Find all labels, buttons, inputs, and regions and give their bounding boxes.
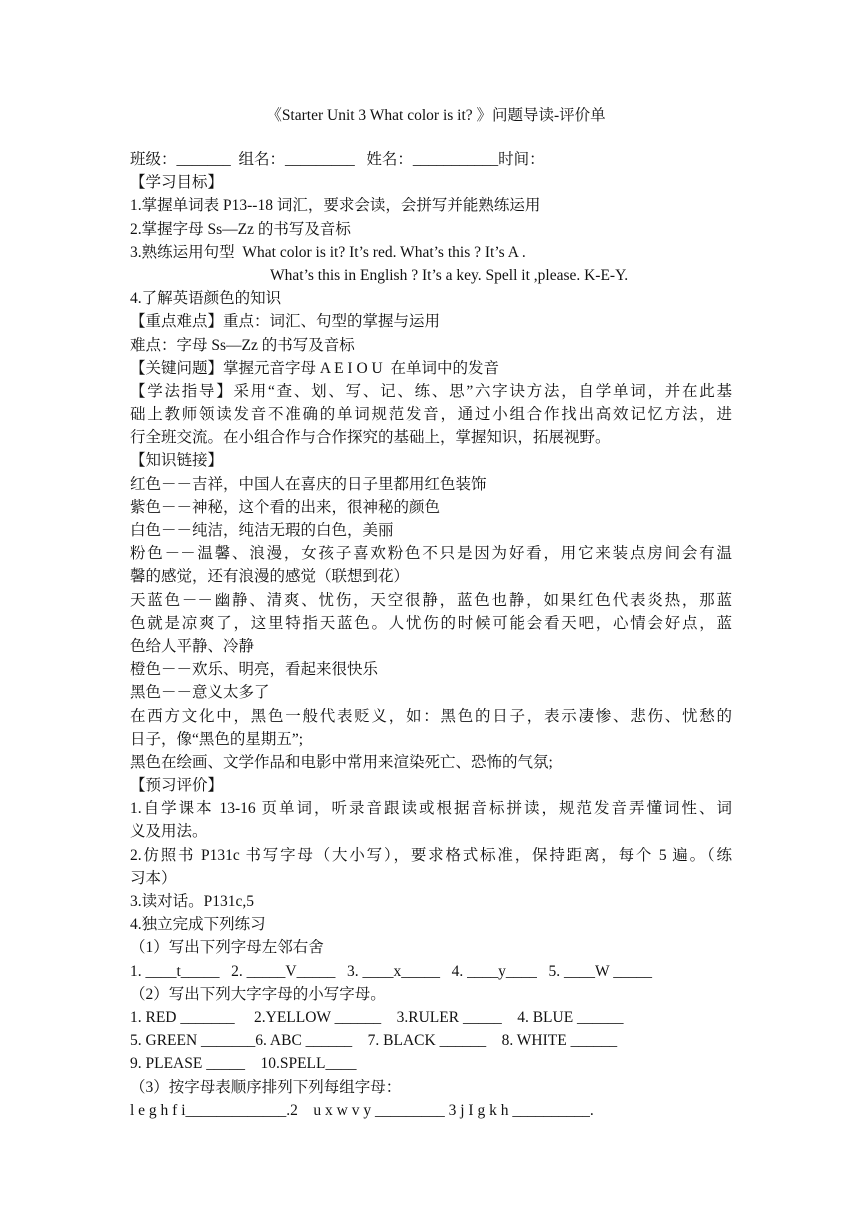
key-question-line: 【关键问题】掌握元音字母 A E I O U 在单词中的发音 [130, 359, 499, 377]
black-art-line: 黑色在绘画、文学作品和电影中常用来渲染死亡、恐怖的气氛; [130, 753, 553, 771]
black-western-line-1: 在西方文化中，黑色一般代表贬义，如：黑色的日子，表示凄惨、悲伤、忧愁的 [130, 707, 732, 725]
exercise-2-row-1: 1. RED _______ 2.YELLOW ______ 3.RULER _____ 4. BLUE ______ [130, 1008, 624, 1026]
exercise-2-row-2: 5. GREEN _______6. ABC ______ 7. BLACK ______ 8. WHITE ______ [130, 1032, 618, 1050]
color-red: 红色－－吉祥，中国人在喜庆的日子里都用红色装饰 [130, 475, 487, 493]
section-heading-objectives: 【学习目标】 [130, 174, 224, 192]
color-orange: 橙色－－欢乐、明亮，看起来很快乐 [130, 661, 379, 679]
section-heading-preview: 【预习评价】 [130, 777, 224, 795]
color-black: 黑色－－意义太多了 [130, 684, 270, 702]
exercise-3-items: l e g h f i_____________.2 u x w v y _________ 3 j I g k h __________. [130, 1101, 594, 1119]
objective-1: 1.掌握单词表 P13--18 词汇，要求会读，会拼写并能熟练运用 [130, 197, 541, 215]
exercise-1-items: 1. ____t_____ 2. _____V_____ 3. ____x_____ 4. ____y____ 5. ____W _____ [130, 962, 652, 980]
preview-1-line-2: 义及用法。 [130, 823, 208, 841]
objective-3-continued: What’s this in English ? It’s a key. Spell it ,please. K-E-Y. [270, 266, 629, 284]
difficulty-line: 难点：字母 Ss—Zz 的书写及音标 [130, 336, 355, 354]
student-info-line: 班级：_______ 组名：_________ 姓名：___________时间： [130, 151, 545, 168]
preview-1-line-1: 1.自学课本 13-16 页单词，听录音跟读或根据音标拼读，规范发音弄懂词性、词 [130, 800, 732, 818]
method-guide-line-3: 行全班交流。在小组合作与合作探究的基础上，掌握知识，拓展视野。 [130, 429, 611, 447]
objective-3: 3.熟练运用句型 What color is it? It’s red. What’s this ? It’s A . [130, 243, 526, 261]
preview-4: 4.独立完成下列练习 [130, 916, 266, 934]
objective-2: 2.掌握字母 Ss—Zz 的书写及音标 [130, 220, 351, 238]
color-skyblue-line-3: 色给人平静、冷静 [130, 637, 255, 655]
preview-2-line-1: 2.仿照书 P131c 书写字母（大小写），要求格式标准，保持距离，每个 5 遍。（练 [130, 846, 732, 864]
document-page [130, 104, 732, 1122]
key-difficulty-heading: 【重点难点】重点：词汇、句型的掌握与运用 [130, 313, 441, 331]
exercise-2-heading: （2）写出下列大字字母的小写字母。 [130, 985, 386, 1003]
exercise-1-heading: （1）写出下列字母左邻右舍 [130, 939, 324, 957]
preview-2-line-2: 习本） [130, 869, 177, 887]
method-guide-line-1: 【学法指导】采用“查、划、写、记、练、思”六字诀方法，自学单词，并在此基 [130, 382, 732, 400]
exercise-3-heading: （3）按字母表顺序排列下列每组字母： [130, 1078, 402, 1096]
document-title: 《Starter Unit 3 What color is it? 》问题导读-评价单 [266, 107, 606, 124]
color-skyblue-line-2: 色就是凉爽了，这里特指天蓝色。人忧伤的时候可能会看天吧，心情会好点，蓝 [130, 614, 732, 632]
color-white: 白色－－纯洁，纯洁无瑕的白色，美丽 [130, 522, 394, 539]
method-guide-line-2: 础上教师领读发音不准确的单词规范发音，通过小组合作找出高效记忆方法，进 [130, 406, 732, 424]
exercise-2-row-3: 9. PLEASE _____ 10.SPELL____ [130, 1055, 357, 1073]
color-pink-line-1: 粉色－－温馨、浪漫，女孩子喜欢粉色不只是因为好看，用它来装点房间会有温 [130, 545, 732, 563]
preview-3: 3.读对话。P131c,5 [130, 893, 255, 910]
black-western-line-2: 日子，像“黑色的星期五”; [130, 730, 304, 748]
color-pink-line-2: 馨的感觉，还有浪漫的感觉（联想到花） [130, 568, 410, 586]
objective-4: 4.了解英语颜色的知识 [130, 290, 282, 308]
color-purple: 紫色－－神秘，这个看的出来，很神秘的颜色 [130, 498, 441, 516]
color-skyblue-line-1: 天蓝色－－幽静、清爽、忧伤，天空很静，蓝色也静，如果红色代表炎热，那蓝 [130, 591, 732, 609]
section-heading-knowledge: 【知识链接】 [130, 452, 224, 470]
